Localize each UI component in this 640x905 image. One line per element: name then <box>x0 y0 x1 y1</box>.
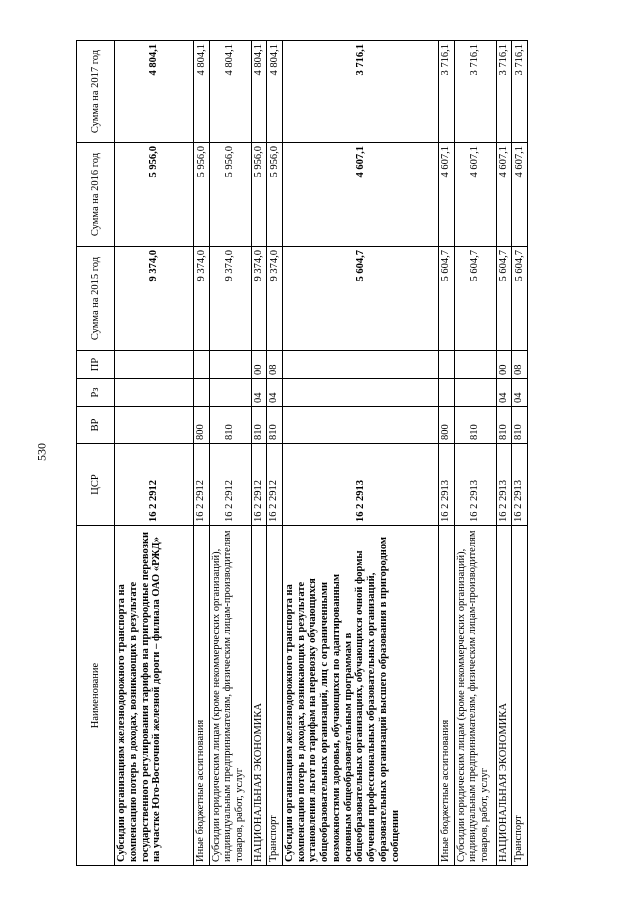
row-sum-2017: 4 804,1 <box>267 41 283 143</box>
budget-table-rotated <box>76 41 528 866</box>
row-sum-2016: 5 956,0 <box>267 143 283 247</box>
row-rz: 04 <box>496 379 512 407</box>
row-name: Субсидии юридическим лицам (кроме некоммерческих организаций), индивидуальным предпринимателям, физическим лицам-производителям товаров, работ, услуг <box>209 526 251 866</box>
row-sum-2017: 4 804,1 <box>115 41 194 143</box>
row-pr <box>282 351 438 379</box>
row-name: НАЦИОНАЛЬНАЯ ЭКОНОМИКА <box>251 526 267 866</box>
row-rz <box>115 379 194 407</box>
row-rz <box>194 379 210 407</box>
row-sum-2017: 3 716,1 <box>512 41 528 143</box>
row-vr: 810 <box>209 407 251 444</box>
header-pr: ПР <box>77 351 115 379</box>
row-sum-2017: 4 804,1 <box>251 41 267 143</box>
row-name: Транспорт <box>267 526 283 866</box>
row-vr: 810 <box>496 407 512 444</box>
header-sum-2015: Сумма на 2015 год <box>77 247 115 351</box>
row-rz: 04 <box>267 379 283 407</box>
table-row <box>267 41 283 866</box>
row-sum-2015: 5 604,7 <box>439 247 455 351</box>
row-rz <box>454 379 496 407</box>
table-row <box>282 41 438 866</box>
row-vr: 800 <box>439 407 455 444</box>
row-sum-2016: 4 607,1 <box>282 143 438 247</box>
row-name: Субсидии организациям железнодорожного транспорта на компенсацию потерь в доходах, возникающих в результате государственного регулирования тарифов на пригородные перевозки на участке Юго-Восточной железной дороги – филиала ОАО «РЖД» <box>115 526 194 866</box>
row-sum-2016: 5 956,0 <box>251 143 267 247</box>
row-csr: 16 2 2912 <box>115 444 194 526</box>
row-rz: 04 <box>251 379 267 407</box>
table-row <box>115 41 194 866</box>
table-row <box>194 41 210 866</box>
row-sum-2016: 5 956,0 <box>209 143 251 247</box>
header-sum-2017: Сумма на 2017 год <box>77 41 115 143</box>
table-row <box>251 41 267 866</box>
row-sum-2016: 4 607,1 <box>496 143 512 247</box>
row-vr <box>115 407 194 444</box>
row-csr: 16 2 2912 <box>267 444 283 526</box>
row-sum-2017: 4 804,1 <box>194 41 210 143</box>
row-pr: 00 <box>251 351 267 379</box>
row-csr: 16 2 2913 <box>439 444 455 526</box>
header-sum-2016: Сумма на 2016 год <box>77 143 115 247</box>
row-csr: 16 2 2913 <box>454 444 496 526</box>
row-pr: 08 <box>512 351 528 379</box>
row-vr: 810 <box>454 407 496 444</box>
table-row <box>454 41 496 866</box>
row-sum-2015: 9 374,0 <box>209 247 251 351</box>
row-vr: 810 <box>512 407 528 444</box>
row-sum-2016: 4 607,1 <box>454 143 496 247</box>
row-csr: 16 2 2912 <box>209 444 251 526</box>
row-sum-2017: 3 716,1 <box>439 41 455 143</box>
table-row <box>512 41 528 866</box>
row-vr: 810 <box>251 407 267 444</box>
row-sum-2015: 5 604,7 <box>282 247 438 351</box>
row-pr <box>194 351 210 379</box>
row-csr: 16 2 2913 <box>496 444 512 526</box>
row-vr: 800 <box>194 407 210 444</box>
header-name: Наименование <box>77 526 115 866</box>
row-vr <box>282 407 438 444</box>
row-vr: 810 <box>267 407 283 444</box>
header-vr: ВР <box>77 407 115 444</box>
table-row <box>209 41 251 866</box>
row-name: Иные бюджетные ассигнования <box>194 526 210 866</box>
row-sum-2015: 9 374,0 <box>251 247 267 351</box>
row-pr <box>439 351 455 379</box>
table-header-row <box>77 41 115 866</box>
row-sum-2015: 9 374,0 <box>267 247 283 351</box>
row-name: Субсидии организациям железнодорожного транспорта на компенсацию потерь в доходах, возникающих в результате установления льгот по тарифам на перевозку обучающихся общеобразовательных организаций, лиц с ограниченными возможностями здоровья, обучающихся по адаптированным основным общеобразовательным программам в общеобразовательных организациях, обучающихся очной формы обучения профессиональных образовательных организаций, образовательных организаций высшего образования в пригородном сообщении <box>282 526 438 866</box>
page-number: 530 <box>34 443 49 461</box>
row-sum-2016: 4 607,1 <box>512 143 528 247</box>
row-sum-2017: 3 716,1 <box>454 41 496 143</box>
header-rz: Рз <box>77 379 115 407</box>
row-rz <box>209 379 251 407</box>
row-rz <box>439 379 455 407</box>
row-sum-2016: 5 956,0 <box>115 143 194 247</box>
row-csr: 16 2 2912 <box>251 444 267 526</box>
row-name: Транспорт <box>512 526 528 866</box>
row-sum-2017: 4 804,1 <box>209 41 251 143</box>
row-csr: 16 2 2912 <box>194 444 210 526</box>
row-name: Субсидии юридическим лицам (кроме некоммерческих организаций), индивидуальным предпринимателям, физическим лицам-производителям товаров, работ, услуг <box>454 526 496 866</box>
row-pr: 00 <box>496 351 512 379</box>
row-pr <box>454 351 496 379</box>
row-rz <box>282 379 438 407</box>
row-pr <box>115 351 194 379</box>
row-sum-2015: 9 374,0 <box>115 247 194 351</box>
row-name: Иные бюджетные ассигнования <box>439 526 455 866</box>
row-sum-2015: 5 604,7 <box>496 247 512 351</box>
header-csr: ЦСР <box>77 444 115 526</box>
row-sum-2015: 5 604,7 <box>512 247 528 351</box>
row-sum-2016: 4 607,1 <box>439 143 455 247</box>
row-sum-2015: 9 374,0 <box>194 247 210 351</box>
row-csr: 16 2 2913 <box>282 444 438 526</box>
table-row <box>439 41 455 866</box>
row-pr: 08 <box>267 351 283 379</box>
row-rz: 04 <box>512 379 528 407</box>
row-name: НАЦИОНАЛЬНАЯ ЭКОНОМИКА <box>496 526 512 866</box>
budget-table <box>76 40 528 866</box>
row-pr <box>209 351 251 379</box>
row-sum-2017: 3 716,1 <box>282 41 438 143</box>
row-sum-2015: 5 604,7 <box>454 247 496 351</box>
row-sum-2016: 5 956,0 <box>194 143 210 247</box>
row-sum-2017: 3 716,1 <box>496 41 512 143</box>
table-row <box>496 41 512 866</box>
row-csr: 16 2 2913 <box>512 444 528 526</box>
